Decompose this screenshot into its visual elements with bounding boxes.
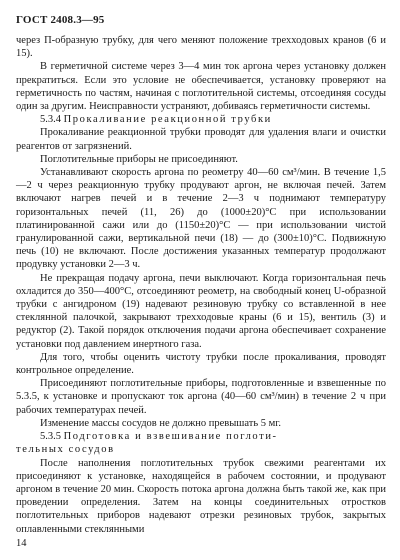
section-heading-5-3-4 — [16, 113, 386, 126]
standard-header: ГОСТ 2408.3—95 — [16, 14, 105, 26]
paragraph: Присоединяют поглотительные приборы, подготовленные и взвешенные по 5.3.5, к установке и пропускают ток аргона (40—60 см³/мин) в течение 2 ч при рабочих температурах печей. — [16, 378, 386, 416]
paragraph: В герметичной системе через 3—4 мин ток аргона через установку должен прекратиться. Если это условие не обеспечивается, установку проверяют на герметичность по частям, начиная с поглотительной системы, отсоединяя сосуды один за другим. Неисправности устраняют, добиваясь герметичности системы. — [16, 61, 386, 113]
section-title: Прокаливание реакционной трубки — [63, 114, 272, 126]
section-title-line1: Подготовка и взвешивание поглоти- — [63, 431, 278, 443]
section-number: 5.3.5 — [40, 431, 61, 443]
paragraph: Устанавливают скорость аргона по реометру 40—60 см³/мин. В течение 1,5—2 ч через реакционную трубку продувают аргон, не включая печей. Затем включают нагрев печей и в течение 2—3 ч поднимают температуру горизонтальных печей (11, 26) до (1000±20)°С при использовании платинированной сажи или до (1150±20)°С — при использовании чистой гранулированной сажи, вертикальной печи (18) — до (300±10)°С. Подвижную печь (10) не включают. После достижения указанных температур продолжают продувку установки 2—3 ч. — [16, 167, 386, 271]
paragraph: Для того, чтобы оценить чистоту трубки после прокаливания, проводят контрольное определение. — [16, 351, 386, 377]
page-number: 14 — [16, 538, 27, 549]
section-heading-continuation — [16, 443, 386, 456]
paragraph: Изменение массы сосудов не должно превышать 5 мг. — [40, 417, 282, 429]
section-title-line2: тельных сосудов — [16, 444, 115, 456]
section-heading-5-3-5 — [16, 430, 386, 443]
paragraph: Не прекращая подачу аргона, печи выключают. Когда горизонтальная печь охладится до 350—400°С, отсоединяют реометр, на свободный конец U-образной трубки с ангидроном (19) надевают резиновую трубку со вставленной в нее стеклянной палочкой, закрывают трехходовые краны (6 и 15), вентиль (3) и редуктор (2). Такой порядок отключения подачи аргона обеспечивает сохранение установки под давлением инертного газа. — [16, 272, 386, 350]
paragraph: через П-образную трубку, для чего меняют положение трехходовых кранов (6 и 15). — [16, 35, 386, 60]
section-number: 5.3.4 — [40, 114, 61, 126]
body-text — [16, 34, 386, 536]
paragraph: После наполнения поглотительных трубок свежими реагентами их присоединяют к установке, находящейся в рабочем состоянии, и продувают аргоном в течение 20 мин. Скорость потока аргона должна быть такой же, как при проведении определения. Затем на концы соединительных отростков поглотительных приборов надевают отрезки резиновых трубок, закрытых оплавленными стеклянными — [16, 457, 386, 535]
paragraph: Поглотительные приборы не присоединяют. — [40, 153, 238, 165]
paragraph: Прокаливание реакционной трубки проводят для удаления влаги и очистки реагентов от загрязнений. — [16, 127, 386, 152]
